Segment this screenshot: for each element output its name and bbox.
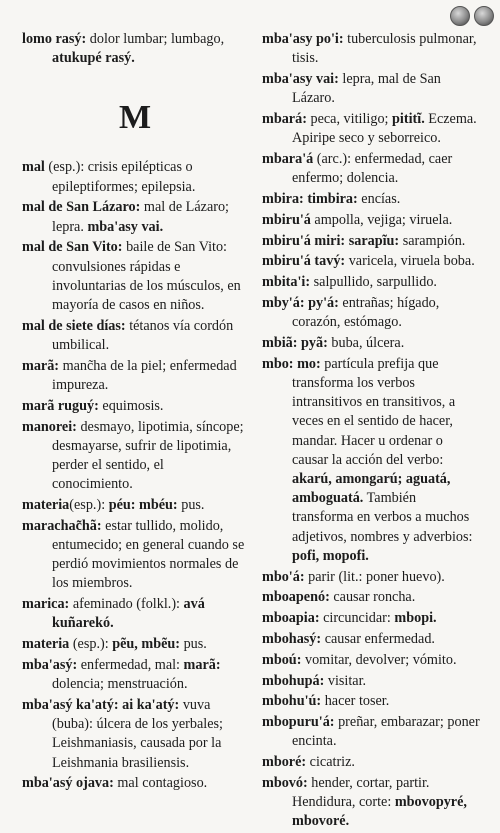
entry-definition: enfermedad, mal: — [77, 657, 180, 674]
entry-definition: buba, úlcera. — [327, 334, 405, 351]
entry-headword: manorei: — [22, 418, 77, 435]
entry-equivalent-2: pofi, mopofi. — [292, 547, 369, 564]
entry-headword: mba'asý ojava: — [22, 775, 114, 792]
entry-definition: vomitar, devolver; vómito. — [301, 651, 457, 668]
right-column — [262, 30, 480, 833]
dictionary-entry — [22, 656, 248, 694]
entry-definition: lepra, mal de San Lázaro. — [292, 71, 441, 107]
dictionary-entry — [22, 357, 248, 395]
dictionary-entry — [262, 334, 480, 353]
entry-definition: desmayo, lipotimia, síncope; desmayarse, sufrir de lipotimia, perder el sentido, el conocimiento. — [52, 418, 244, 493]
dictionary-entry — [262, 692, 480, 711]
entry-definition: manc̃ha de la piel; enfermedad impureza. — [52, 357, 237, 394]
entry-headword: marica: — [22, 596, 70, 613]
entry-definition: sarampión. — [399, 232, 466, 249]
entry-equivalent: avá kuñarekó. — [52, 596, 205, 632]
entry-definition: (esp.): crisis epilépticas o epileptiformes; epilepsia. — [44, 159, 196, 195]
dictionary-entry — [22, 158, 248, 196]
entry-definition: dolor lumbar; lumbago, — [86, 31, 225, 47]
round-badge-icon — [450, 6, 470, 26]
entry-definition: equimosis. — [98, 397, 164, 414]
entry-definition: estar tullido, molido, entumecido; en general cuando se perdió movimientos normales de los miembros. — [52, 517, 245, 592]
dictionary-entry — [22, 30, 248, 68]
entry-headword: mba'asý ka'atý: ai ka'atý: — [22, 697, 180, 714]
entry-headword: mby'á: py'á: — [262, 294, 339, 311]
dictionary-entry — [22, 198, 248, 236]
entry-headword: mbohupá: — [262, 672, 325, 689]
entry-headword: mbiru'á miri: — [262, 232, 346, 249]
dictionary-entry — [262, 355, 480, 566]
entry-definition-cont: dolencia; menstruación. — [52, 676, 188, 693]
entry-equivalent: marã: — [180, 657, 221, 674]
dictionary-entry — [262, 70, 480, 108]
entry-headword: mbo'á: — [262, 568, 305, 585]
entry-definition: circuncidar: — [319, 610, 391, 627]
entry-equivalent: pititĩ. — [388, 111, 425, 127]
entry-headword: marã ruguý: — [22, 397, 99, 414]
entry-definition: mal contagioso. — [113, 775, 208, 792]
entry-equivalent: mbovopyré, mbovoré. — [292, 794, 467, 830]
entry-definition-cont: Eczema. Apiripe seco y seborreico. — [292, 111, 477, 147]
left-column — [22, 30, 248, 795]
dictionary-entry — [262, 630, 480, 649]
entry-definition: afeminado (folkl.): — [69, 596, 180, 613]
entry-definition: (esp.): — [69, 497, 106, 514]
entry-definition: causar roncha. — [329, 589, 416, 606]
entry-equivalent: atukupé rasý. — [52, 50, 135, 67]
entry-definition: visitar. — [324, 672, 367, 689]
dictionary-entry — [262, 232, 480, 251]
entry-equivalent: pẽu, mbẽu: — [108, 636, 181, 653]
entry-headword: mbiã: pyã: — [262, 334, 328, 351]
dictionary-entry — [262, 753, 480, 772]
entry-headword: mboú: — [262, 651, 302, 668]
section-letter: M — [118, 99, 152, 137]
round-badge-icon — [474, 6, 494, 26]
entry-headword: mba'asy vai: — [262, 71, 339, 87]
entry-definition: preñar, embarazar; poner encinta. — [292, 714, 480, 750]
entry-equivalent: péu: mbéu: — [105, 497, 178, 514]
dictionary-entry — [262, 774, 480, 832]
entry-headword: mal de siete días: — [22, 317, 126, 334]
entry-headword: mbo: mo: — [262, 355, 321, 372]
entry-definition-cont: pus. — [180, 636, 207, 653]
dictionary-entry — [22, 397, 248, 416]
entry-definition: tétanos vía cordón umbilical. — [52, 317, 234, 354]
entry-headword: marachac̃hã: — [22, 517, 102, 534]
dictionary-entry — [262, 211, 480, 230]
entry-definition: mal de Lázaro; lepra. — [52, 199, 229, 235]
entry-headword: mbara'á — [262, 151, 314, 167]
entry-headword: mbará: — [262, 111, 307, 127]
dictionary-entry — [22, 517, 248, 594]
dictionary-entry — [22, 635, 248, 654]
dictionary-entry — [262, 588, 480, 607]
dictionary-entry — [22, 496, 248, 515]
entry-headword: marã: — [22, 357, 60, 374]
entry-headword: mbopuru'á: — [262, 714, 335, 731]
entry-equivalent: mba'asy vai. — [83, 218, 164, 235]
entry-definition: causar enfermedad. — [321, 631, 435, 647]
dictionary-entry — [262, 110, 480, 148]
entry-equivalent: sarapĩu: — [345, 232, 400, 249]
entry-headword: mal — [22, 159, 45, 176]
entry-headword: materia — [22, 497, 70, 514]
entry-definition: partícula prefija que transforma los verbos intransitivos en transitivos, a veces en el sentido de hacer, mandar. Hacer u ordenar o causar la acción del verbo: — [292, 355, 456, 468]
dictionary-entry — [262, 150, 480, 188]
entry-definition: salpullido, sarpullido. — [310, 274, 437, 291]
entry-headword: mboré: — [262, 754, 307, 771]
entry-headword: mal de San Lázaro: — [22, 199, 141, 216]
entry-headword: mbita'i: — [262, 274, 311, 291]
dictionary-entry — [22, 595, 248, 633]
entry-headword: mbiru'á tavý: — [262, 253, 346, 270]
top-right-icons — [450, 6, 494, 26]
dictionary-entry — [22, 317, 248, 355]
entry-headword: mbovó: — [262, 774, 308, 791]
dictionary-entry — [262, 713, 480, 751]
entry-headword: mbiru'á — [262, 211, 311, 228]
entry-definition-cont: pus. — [177, 497, 205, 514]
entry-definition: entrañas; hígado, corazón, estómago. — [292, 294, 440, 331]
dictionary-entry — [262, 30, 480, 68]
dictionary-entry — [262, 672, 480, 691]
entry-definition: parir (lit.: poner huevo). — [304, 568, 445, 585]
entry-headword: mba'asý: — [22, 657, 78, 674]
dictionary-entry — [262, 273, 480, 292]
entry-headword: mal de San Vito: — [22, 239, 123, 256]
dictionary-entry — [262, 190, 480, 209]
dictionary-entry — [262, 651, 480, 670]
entry-definition: varicela, viruela boba. — [345, 253, 475, 270]
dictionary-entry — [262, 252, 480, 271]
entry-definition: peca, vitiligo; — [306, 111, 389, 127]
dictionary-entry — [22, 418, 248, 495]
entry-definition: ampolla, vejiga; viruela. — [310, 211, 453, 228]
entry-definition-cont: También transforma en verbos a muchos adjetivos, nombres y adverbios: — [292, 490, 473, 545]
entry-definition: hacer toser. — [321, 693, 390, 710]
entry-headword: mbohu'ú: — [262, 693, 322, 710]
entry-definition: (esp.): — [69, 636, 109, 653]
dictionary-entry — [22, 696, 248, 773]
entry-definition: cicatriz. — [306, 754, 355, 771]
entry-definition: (arc.): enfermedad, caer enfermo; dolencia. — [292, 151, 453, 187]
entry-equivalent: akarú, amongarú; aguatá, amboguatá. — [292, 471, 451, 507]
entry-equivalent: mbopi. — [390, 610, 437, 627]
entry-definition: baile de San Vito: convulsiones rápidas e involuntarias de los músculos, en mayoría de casos en niños. — [52, 239, 241, 314]
dictionary-entry — [262, 609, 480, 628]
entry-headword: mboapia: — [262, 610, 320, 627]
entry-headword: mbohasý: — [262, 631, 322, 647]
dictionary-entry — [22, 774, 248, 793]
entry-headword: materia — [22, 636, 70, 653]
entry-headword: mba'asy po'i: — [262, 31, 344, 47]
entry-definition: encías. — [357, 191, 401, 207]
dictionary-entry — [22, 238, 248, 315]
entry-headword: mbira: timbira: — [262, 191, 358, 207]
dictionary-entry — [262, 294, 480, 332]
entry-headword: mboapenó: — [262, 589, 330, 606]
entry-definition: tuberculosis pulmonar, tisis. — [292, 31, 477, 67]
entry-headword: lomo rasý: — [22, 31, 87, 47]
entry-definition: vuva (buba): úlcera de los yerbales; Leishmaniasis, causada por la Leishmania brasiliensis. — [52, 697, 223, 771]
dictionary-entry — [262, 568, 480, 587]
entry-definition: hender, cortar, partir. Hendidura, corte: — [292, 774, 430, 811]
